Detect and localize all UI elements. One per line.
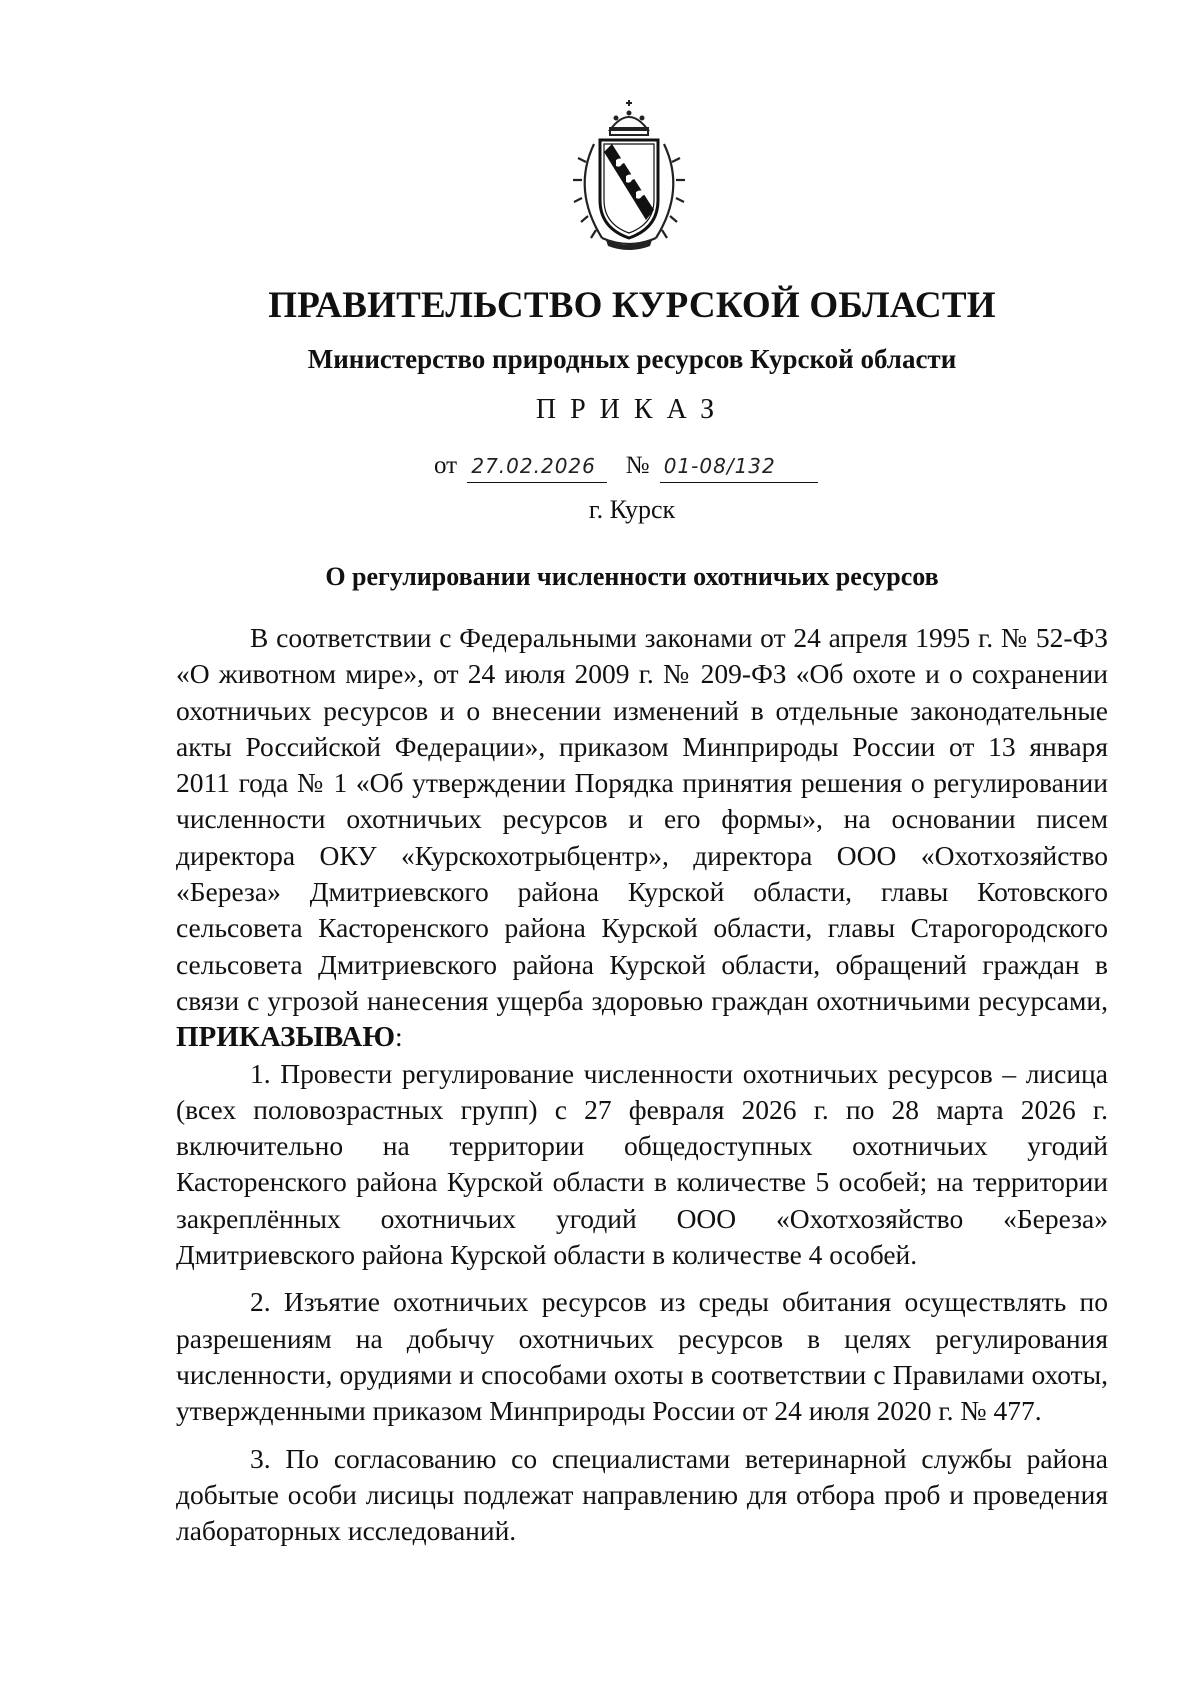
order-item-1: 1. Провести регулирование численности охотничьих ресурсов – лисица (всех половозрастных групп) с 27 февраля 2026 г. по 28 марта 2026 г. включительно на территории общедоступных охотничьих угодий Касторенского района Курской области в количестве 5 особей; на территории закреплённых охотничьих угодий ООО «Охотхозяйство «Береза» Дмитриевского района Курской области в количестве 4 особей. bbox=[176, 1057, 1108, 1271]
document-type: ПРИКАЗ bbox=[535, 394, 729, 425]
ministry-name: Министерство природных ресурсов Курской области bbox=[307, 344, 957, 374]
kursk-coat-of-arms-icon bbox=[566, 100, 692, 252]
order-keyword-suffix: : bbox=[394, 1021, 403, 1053]
order-item-3: 3. По согласованию со специалистами ветеринарной службы района добытые особи лисицы подлежат направлению для отбора проб и проведения лабораторных исследований. bbox=[176, 1442, 1108, 1547]
number-label: № bbox=[625, 452, 650, 479]
city: г. Курск bbox=[588, 495, 676, 524]
government-title: ПРАВИТЕЛЬСТВО КУРСКОЙ ОБЛАСТИ bbox=[268, 285, 996, 326]
order-keyword: ПРИКАЗЫВАЮ bbox=[176, 1021, 395, 1054]
order-subject: О регулировании численности охотничьих ресурсов bbox=[325, 562, 939, 591]
document-body bbox=[176, 620, 1108, 1549]
date-number-line bbox=[434, 450, 818, 483]
order-date: 27.02.2026 bbox=[467, 450, 607, 483]
order-item-2: 2. Изъятие охотничьих ресурсов из среды обитания осуществлять по разрешениям на добычу охотничьих ресурсов в целях регулирования численности, орудиями и способами охоты в соответствии с Правилами охоты, утвержденными приказом Минприроды России от 24 июля 2020 г. № 477. bbox=[176, 1286, 1108, 1427]
preamble-text: В соответствии с Федеральными законами от 24 апреля 1995 г. № 52-ФЗ «О животном мире», от 24 июля 2009 г. № 209-ФЗ «Об охоте и о сохранении охотничьих ресурсов и о внесении изменений в отдельные законодательные акты Российской Федерации», приказом Минприроды России от 13 января 2011 года № 1 «Об утверждении Порядка принятия решения о регулировании численности охотничьих ресурсов и его формы», на основании писем директора ОКУ «Курскохотрыбцентр», директора ООО «Охотхозяйство «Береза» Дмитриевского района Курской области, главы Котовского сельсовета Касторенского района Курской области, главы Старогородского сельсовета Дмитриевского района Курской области, обращений граждан в связи с угрозой нанесения ущерба здоровью граждан охотничьими ресурсами, bbox=[176, 622, 1108, 1016]
preamble-paragraph bbox=[176, 620, 1108, 1056]
order-number: 01-08/132 bbox=[660, 450, 818, 483]
date-prefix: от bbox=[434, 452, 458, 479]
